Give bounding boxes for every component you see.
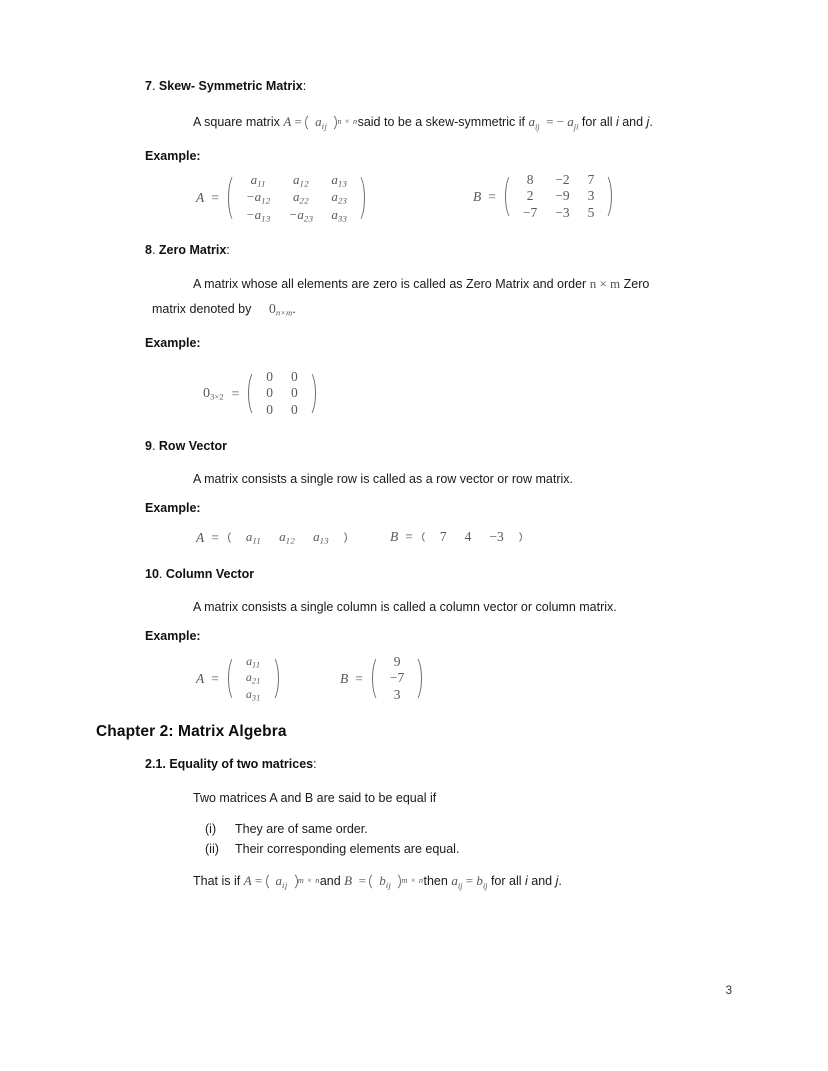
closing-period: . [558,874,562,888]
zero-def-order: n × m [589,276,621,291]
list-text: They are of same order. [235,822,368,836]
skew-def-i: i [615,115,619,129]
matrix-cell: $a_{12}$ [292,172,309,189]
paren-left-icon [305,112,314,133]
closing-cond-equals: = [465,873,474,888]
section-number-column: 10 [145,567,159,581]
paren-left-icon [372,654,381,703]
matrix-cell: $a_{31}$ [245,686,261,703]
matrix-row [237,207,356,224]
closing-then: then [423,874,452,888]
matrix-row-vector-B [390,529,522,545]
matrix-row-B-equals: = [405,529,413,545]
paren-left-icon [505,172,514,221]
matrix-row [431,529,513,545]
skew-def-period: . [649,115,653,129]
closing-j: j [555,874,559,888]
section-title-column: Column Vector [165,567,255,581]
closing-a-sub: ij [282,879,288,890]
matrix-skew-A-label: A [196,190,205,206]
skew-def-entry-sub: ij [321,120,328,131]
matrix-row [514,205,604,221]
section-heading-zero-matrix [145,243,230,257]
equality-closing-line [193,871,753,893]
zero-def-symbol-group [269,302,292,317]
closing-and-2: and [527,874,556,888]
subsection-heading-equality [145,757,317,771]
matrix-cell: 5 [587,204,595,220]
matrix-cell: −2 [555,172,570,187]
closing-cond-b: b [476,873,483,888]
closing-order-1: m × n [297,876,320,886]
matrix-zero-label-group [203,386,224,402]
matrix-cell: 3 [393,686,401,702]
paren-left-icon [266,871,275,892]
closing-b-entry-group [369,871,423,892]
matrix-col-B-label: B [340,670,349,686]
matrix-cell: $-a_{13}$ [245,206,271,224]
matrix-column-vector-A [196,654,279,703]
section-title-skew: Skew- Symmetric Matrix [158,79,303,93]
skew-def-equals: = [291,114,306,129]
matrix-cell: 7 [587,172,595,187]
paren-left-icon [369,871,378,892]
skew-def-entry: a [315,114,322,130]
matrix-col-A-label: A [196,670,205,686]
closing-cond-a: a [451,873,458,888]
matrix-cell: $a_{11}$ [250,172,266,189]
matrix-cell: −9 [555,188,570,204]
matrix-row [514,172,604,188]
equality-conditions-list [205,820,459,860]
matrix-cell: $a_{13}$ [313,529,330,546]
matrix-cell: $-a_{23}$ [288,206,314,224]
matrix-cell: $-a_{12}$ [245,189,271,207]
skew-def-mid: said to be a skew-symmetric if [357,115,529,129]
paren-left-icon [228,654,237,703]
matrix-row [257,369,307,385]
zero-def-tail: Zero [620,277,650,291]
section-number-dot: . [151,79,159,93]
matrix-zero-label: 0 [203,385,210,401]
matrix-cell: $a_{22}$ [292,189,309,207]
matrix-cell: $a_{21}$ [245,670,261,686]
paren-right-icon [270,654,279,703]
zero-def-symbol: 0 [268,302,276,317]
example-label-column-vector: Example: [145,629,201,643]
matrix-cell: 0 [290,385,298,401]
paren-right-icon [328,112,337,133]
closing-equals-1: = [254,873,263,888]
example-label-zero: Example: [145,336,201,350]
matrix-skew-A-equals: = [211,190,219,206]
row-vector-definition: A matrix consists a single row is called as a row vector or row matrix. [193,472,573,486]
matrix-skew-B-body [514,172,604,221]
zero-definition-line1 [193,274,713,294]
list-marker: (ii) [205,841,219,856]
matrix-cell: $a_{11}$ [246,654,261,670]
section-colon-zero: : [226,243,230,257]
paren-left-icon [228,172,237,224]
section-number-dot: . [158,567,166,581]
matrix-cell: 0 [266,385,273,401]
paren-right-icon [289,871,298,892]
skew-def-matrix-A: A [283,114,292,129]
matrix-column-vector-B [340,654,422,703]
skew-def-pre: A square matrix [193,115,284,129]
paren-right-icon [392,871,401,892]
section-title-zero: Zero Matrix [158,243,227,257]
skew-def-cond-b: a [567,114,574,129]
matrix-cell: 0 [290,401,298,417]
section-heading-skew-symmetric [145,79,306,93]
section-heading-row-vector [145,439,227,453]
closing-cond-b-sub: ij [482,881,488,891]
subsection-colon: : [313,757,317,771]
page-number: 3 [725,985,732,997]
matrix-zero-label-sub: 3×2 [210,391,224,402]
paren-right-icon [513,529,522,545]
skew-def-cond-a: a [528,114,535,129]
list-item [205,820,459,840]
section-number-dot: . [151,243,159,257]
matrix-row [514,188,604,204]
paren-right-icon [356,172,365,224]
closing-b-sub: ij [385,879,392,890]
matrix-row-vector-A [196,529,347,546]
paren-left-icon [228,529,237,546]
equality-intro: Two matrices A and B are said to be equal if [193,791,437,805]
paren-left-icon [248,369,257,418]
skew-def-entry-group [305,112,357,133]
zero-def-text: A matrix whose all elements are zero is called as Zero Matrix and order [193,277,590,291]
example-label-row-vector: Example: [145,501,201,515]
matrix-zero-3x2 [203,369,316,418]
example-label-skew: Example: [145,149,201,163]
section-number-zero: 8 [145,243,152,257]
column-vector-definition: A matrix consists a single column is called a column vector or column matrix. [193,600,617,614]
skew-def-cond-b-sub: ji [573,122,579,132]
matrix-row-A-body [237,529,338,546]
matrix-cell: −3 [489,529,504,544]
zero-definition-line2 [152,299,296,320]
section-title-row: Row Vector [158,439,227,453]
skew-definition-line [193,112,753,134]
matrix-cell: 9 [393,654,401,669]
matrix-row [237,529,338,546]
section-number-skew: 7 [145,79,152,93]
closing-equals-2: = [358,873,366,888]
matrix-skew-A-body [237,172,356,224]
closing-order-2: m × n [401,876,424,886]
matrix-cell: $a_{11}$ [245,529,262,546]
matrix-skew-B-label: B [473,188,482,204]
paren-right-icon [603,172,612,221]
section-heading-column-vector [145,567,254,581]
matrix-col-A-equals: = [211,670,219,686]
matrix-cell: $a_{13}$ [331,172,348,189]
matrix-cell: 3 [587,188,595,204]
matrix-row-A-label: A [196,529,205,545]
matrix-cell: 0 [290,369,298,384]
paren-right-icon [307,369,316,418]
zero-def-symbol-period: . [292,302,296,316]
zero-def-line2-text: matrix denoted by [152,302,252,316]
skew-def-and: and [618,115,647,129]
closing-a-entry: a [275,873,283,889]
matrix-cell: 2 [526,188,534,204]
subsection-title: . Equality of two matrices [162,757,314,771]
closing-b-entry: b [379,873,386,889]
matrix-skew-A [196,172,365,224]
closing-cond-a-sub: ij [457,881,463,891]
matrix-cell: 0 [266,401,273,417]
closing-matrix-A: A [243,873,252,888]
skew-def-cond-eq: = − [546,114,565,129]
paren-right-icon [338,529,347,546]
matrix-zero-equals: = [231,385,240,401]
subsection-number: 2.1 [145,757,163,771]
zero-def-symbol-sub: n×m [275,307,293,318]
matrix-cell: 8 [526,172,534,187]
skew-def-forall: for all [578,115,616,129]
matrix-cell: $a_{23}$ [331,189,348,207]
list-text: Their corresponding elements are equal. [235,841,460,856]
matrix-cell: $a_{12}$ [279,529,296,546]
matrix-row-B-label: B [390,529,399,545]
closing-i: i [524,874,528,888]
matrix-cell: 7 [439,529,447,544]
chapter-heading: Chapter 2: Matrix Algebra [96,723,287,740]
matrix-row [257,402,307,418]
closing-matrix-B: B [344,873,353,888]
matrix-cell: −3 [555,204,570,220]
matrix-cell: 4 [464,529,472,544]
paren-left-icon [422,529,431,545]
matrix-cell: $a_{33}$ [331,206,348,224]
skew-def-cond-a-sub: ij [534,122,540,132]
closing-and: and [319,874,345,888]
closing-forall: for all [487,874,525,888]
matrix-cell: −7 [389,670,405,686]
paren-right-icon [413,654,422,703]
section-colon-skew: : [302,79,307,93]
section-number-dot: . [151,439,159,453]
matrix-row-A-equals: = [211,529,219,545]
matrix-skew-B-equals: = [488,188,496,204]
matrix-cell: −7 [522,204,538,220]
matrix-row [237,172,356,189]
matrix-row-B-body [431,529,513,545]
matrix-row [237,189,356,206]
skew-def-order: n × n [337,117,358,127]
skew-def-j: j [646,115,650,129]
matrix-cell: 0 [266,369,273,384]
list-item [205,840,459,860]
closing-pre: That is if [193,874,244,888]
matrix-skew-B [473,172,612,221]
matrix-col-B-equals: = [355,670,363,686]
list-marker: (i) [205,822,217,836]
section-number-row: 9 [145,439,152,453]
closing-a-entry-group [266,871,320,892]
